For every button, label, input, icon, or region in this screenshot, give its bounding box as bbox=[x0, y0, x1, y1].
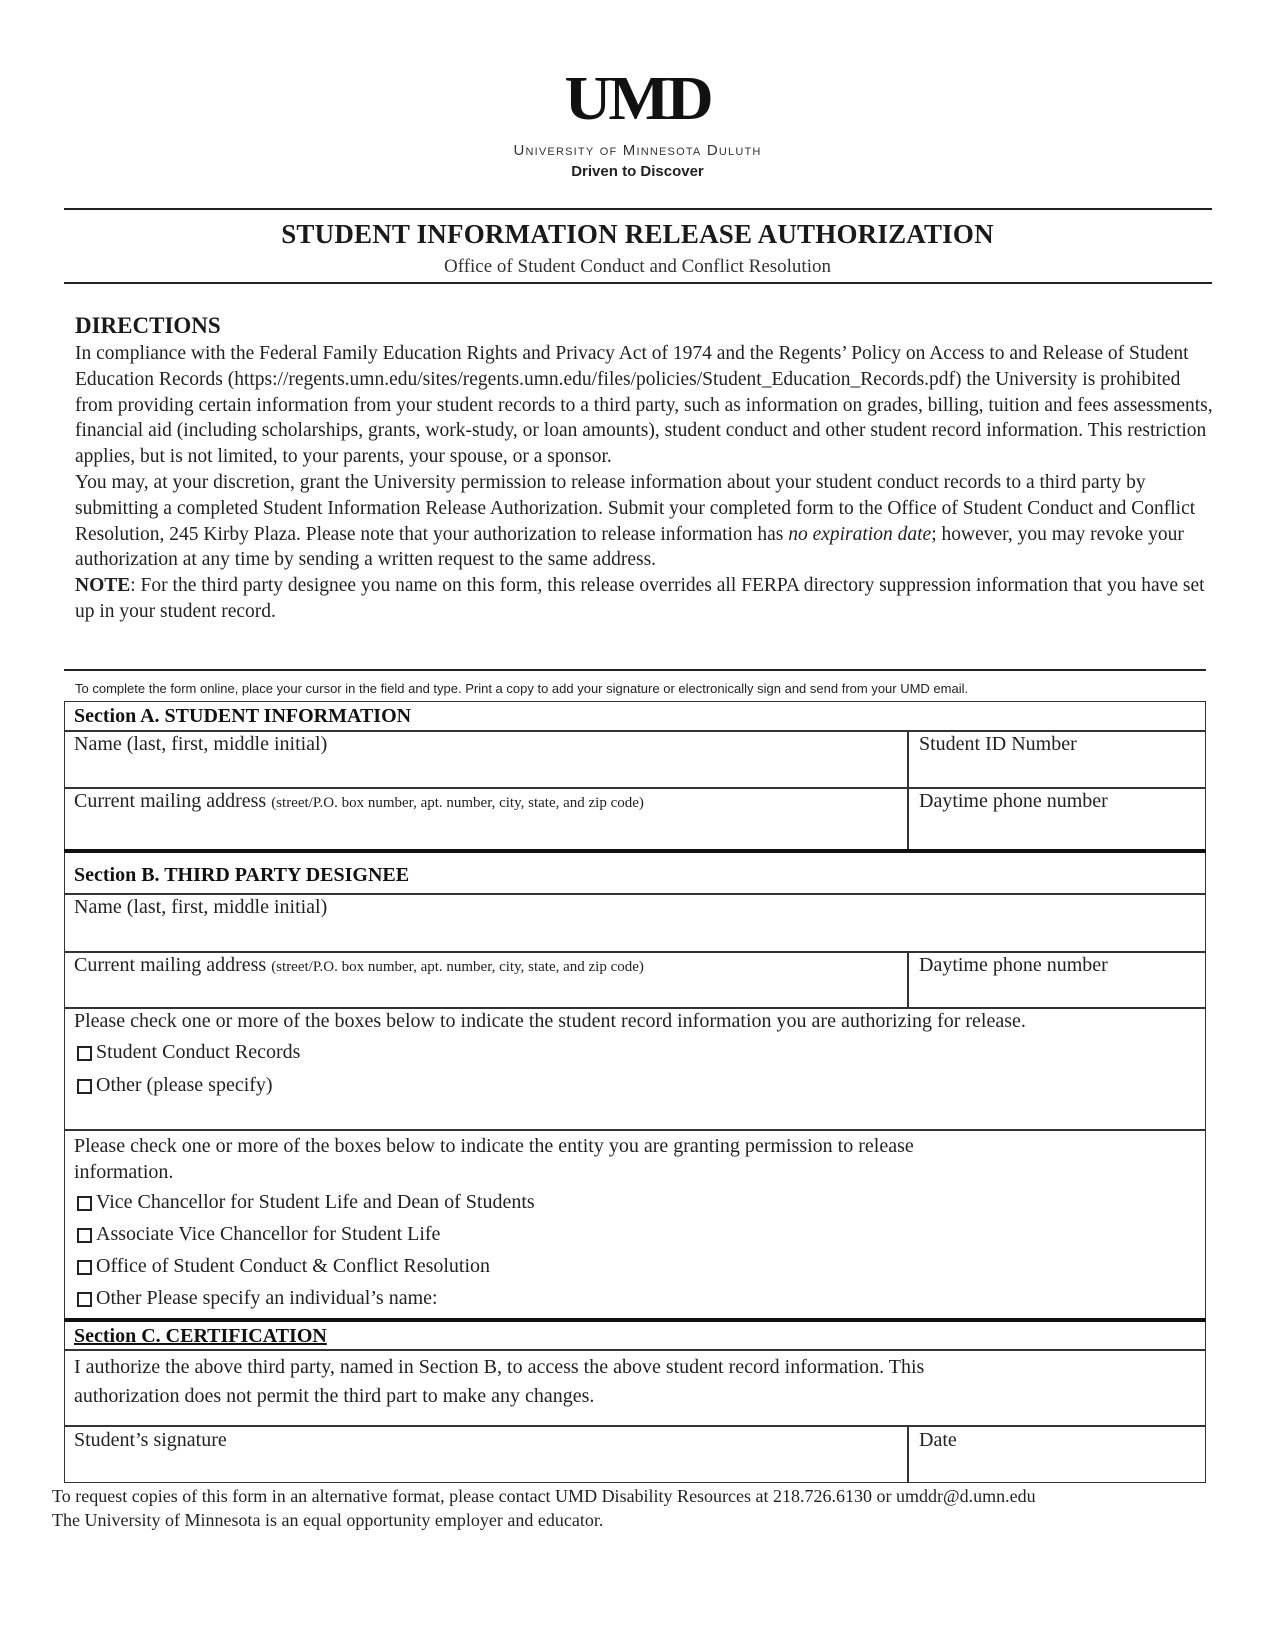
section-b-row-divider bbox=[64, 951, 1206, 953]
directions-p2-start: You may, at your discretion, grant the University permission to release information about your student conduct records to a third party by submitting a completed Student Information Release Authorization. Submit your completed form to the Office of Student Conduct and Conflict Resolution, 245 Kirby Plaza. Please note that your authorization to release information has bbox=[75, 471, 1196, 545]
section-b-divider bbox=[64, 893, 1206, 895]
section-b-column-divider bbox=[907, 951, 909, 1008]
date-field[interactable]: Date bbox=[919, 1429, 957, 1451]
note-text: : For the third party designee you name on this form, this release overrides all FERPA directory suppression information that you have set up in your student record. bbox=[75, 575, 1205, 622]
umd-logo: UMD bbox=[564, 65, 711, 133]
checkbox-label: Student Conduct Records bbox=[96, 1041, 301, 1063]
section-a-divider bbox=[64, 730, 1206, 732]
student-name-field[interactable]: Name (last, first, middle initial) bbox=[74, 733, 328, 755]
checkbox-label: Other (please specify) bbox=[96, 1074, 273, 1096]
student-id-field[interactable]: Student ID Number bbox=[919, 733, 1077, 755]
checkbox-other-records[interactable] bbox=[77, 1074, 273, 1097]
directions-p2-emphasis: no expiration date bbox=[788, 523, 932, 545]
title-bottom-rule bbox=[64, 282, 1212, 284]
student-address-label: Current mailing address bbox=[74, 790, 267, 812]
checkbox-other-entity[interactable] bbox=[77, 1287, 438, 1310]
footer-accessibility-note: To request copies of this form in an alternative format, please contact UMD Disability Resources at 218.726.6130 or umddr@d.umn.edu bbox=[52, 1486, 1036, 1506]
form-subtitle: Office of Student Conduct and Conflict Resolution bbox=[444, 256, 831, 277]
form-title: STUDENT INFORMATION RELEASE AUTHORIZATION bbox=[281, 219, 994, 249]
letterhead bbox=[0, 65, 1275, 180]
tagline: Driven to Discover bbox=[571, 163, 704, 180]
student-phone-field[interactable]: Daytime phone number bbox=[919, 790, 1108, 812]
university-name: University of Minnesota Duluth bbox=[513, 142, 762, 159]
instructions-rule bbox=[64, 669, 1206, 671]
directions-note bbox=[75, 573, 1215, 625]
checkbox-office-student-conduct[interactable] bbox=[77, 1255, 490, 1278]
signature-column-divider bbox=[907, 1425, 909, 1483]
title-top-rule bbox=[64, 208, 1212, 210]
section-b-end-rule bbox=[64, 1318, 1206, 1322]
section-a-column-divider bbox=[907, 730, 909, 850]
section-a-title: Section A. STUDENT INFORMATION bbox=[74, 705, 412, 727]
footer-equal-opportunity: The University of Minnesota is an equal opportunity employer and educator. bbox=[52, 1510, 604, 1530]
student-address-field[interactable] bbox=[74, 790, 644, 813]
checkbox-label: Office of Student Conduct & Conflict Resolution bbox=[96, 1255, 491, 1277]
checkbox-icon bbox=[77, 1046, 92, 1061]
records-divider bbox=[64, 1007, 1206, 1009]
directions-heading: DIRECTIONS bbox=[75, 313, 221, 338]
checkbox-icon bbox=[77, 1196, 92, 1211]
signature-divider bbox=[64, 1425, 1206, 1427]
checkbox-icon bbox=[77, 1228, 92, 1243]
checkbox-student-conduct-records[interactable] bbox=[77, 1041, 300, 1064]
online-instructions: To complete the form online, place your cursor in the field and type. Print a copy to add your signature or electronically sign and send from your UMD email. bbox=[75, 681, 969, 696]
entity-prompt: Please check one or more of the boxes below to indicate the entity you are granting permission to release information. bbox=[74, 1135, 914, 1183]
section-b-title: Section B. THIRD PARTY DESIGNEE bbox=[74, 864, 410, 886]
checkbox-label: Associate Vice Chancellor for Student Life bbox=[96, 1223, 441, 1245]
directions-paragraph-2 bbox=[75, 470, 1215, 573]
section-a-end-rule bbox=[64, 849, 1206, 853]
designee-name-field[interactable]: Name (last, first, middle initial) bbox=[74, 896, 328, 918]
checkbox-vice-chancellor[interactable] bbox=[77, 1191, 535, 1214]
designee-address-field[interactable] bbox=[74, 954, 644, 977]
directions-paragraph-1: In compliance with the Federal Family Education Rights and Privacy Act of 1974 and the Regents’ Policy on Access to and Release of Student Education Records (https://regents.umn.edu/sites/regents.umn.edu/files/policies/Student_Education_Records.pdf) the University is prohibited from providing certain information from your student records to a third party, such as information on grades, billing, tuition and fees assessments, financial aid (including scholarships, grants, work-study, or loan amounts), student conduct and other student record information. This restriction applies, but is not limited, to your parents, your spouse, or a sponsor. bbox=[75, 343, 1213, 468]
designee-phone-field[interactable]: Daytime phone number bbox=[919, 954, 1108, 976]
checkbox-associate-vice-chancellor[interactable] bbox=[77, 1223, 440, 1246]
records-prompt: Please check one or more of the boxes below to indicate the student record information you are authorizing for release. bbox=[74, 1010, 1026, 1032]
directions-p2-end: ; however, you may revoke your authorization at any time by sending a written request to the same address. bbox=[75, 523, 1184, 571]
student-address-hint: (street/P.O. box number, apt. number, city, state, and zip code) bbox=[271, 795, 644, 811]
designee-address-hint: (street/P.O. box number, apt. number, city, state, and zip code) bbox=[271, 959, 644, 975]
signature-field[interactable]: Student’s signature bbox=[74, 1429, 227, 1451]
section-c-divider bbox=[64, 1349, 1206, 1351]
directions-body bbox=[75, 341, 1215, 625]
note-label: NOTE bbox=[75, 575, 131, 597]
checkbox-icon bbox=[77, 1292, 92, 1307]
entity-divider bbox=[64, 1129, 1206, 1131]
section-a-row-divider bbox=[64, 787, 1206, 789]
checkbox-icon bbox=[77, 1079, 92, 1094]
checkbox-icon bbox=[77, 1260, 92, 1275]
checkbox-label: Other Please specify an individual’s name: bbox=[96, 1287, 438, 1309]
designee-address-label: Current mailing address bbox=[74, 954, 267, 976]
section-c-title: Section C. CERTIFICATION bbox=[74, 1325, 327, 1347]
certification-statement: I authorize the above third party, named in Section B, to access the above student record information. This authorization does not permit the third part to make any changes. bbox=[74, 1356, 925, 1407]
checkbox-label: Vice Chancellor for Student Life and Dean of Students bbox=[96, 1191, 535, 1213]
